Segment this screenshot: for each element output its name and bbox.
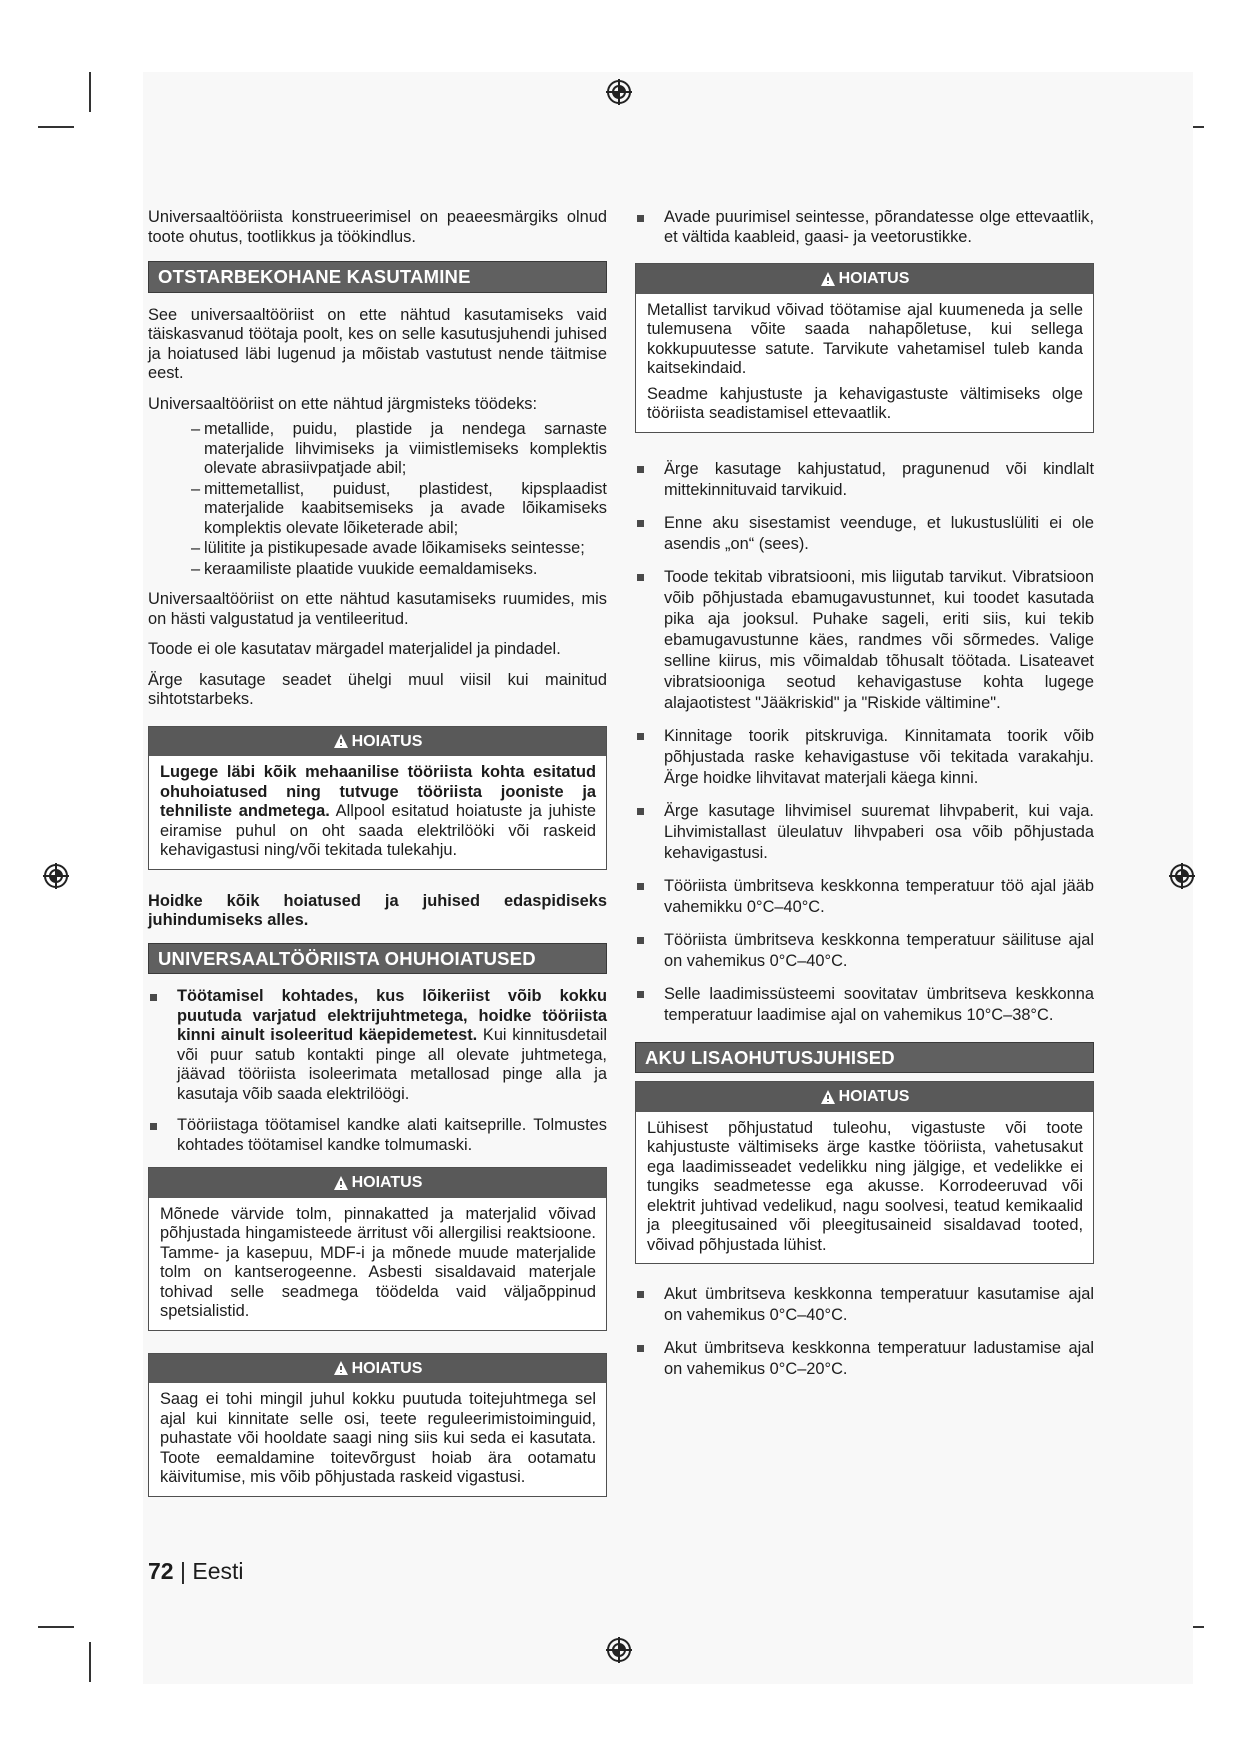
- bullet-text: Tööriista ümbritseva keskkonna temperatuur säilituse ajal on vahemikus 0°C–40°C.: [664, 930, 1094, 970]
- drilling-bullet: [635, 208, 1094, 247]
- warning-body: [149, 1198, 606, 1330]
- warning-title: HOIATUS: [351, 1174, 423, 1191]
- battery-bullets: [635, 1284, 1094, 1380]
- warning-triangle-icon: [333, 733, 349, 749]
- paragraph: Universaaltööriist on ette nähtud kasutamiseks ruumides, mis on hästi valgustatud ja ventileeritud.: [148, 590, 607, 628]
- list-item: [635, 930, 1094, 972]
- list-item: [148, 1116, 607, 1155]
- bullet-text: Ärge kasutage kahjustatud, pragunenud või kindlalt mittekinnituvaid tarvikuid.: [664, 459, 1094, 499]
- bullet-bold-text: Töötamisel kohtades, kus lõikeriist võib kokku puutuda varjatud elektrijuhtmetega, hoidke tööriista kinni ainult isoleeritud käepidemetest.: [177, 987, 607, 1044]
- warning-header: [636, 264, 1093, 294]
- warning-title: HOIATUS: [351, 1359, 423, 1377]
- warning-header: [149, 1354, 606, 1384]
- list-item: [635, 208, 1094, 247]
- list-item: – lülitite ja pistikupesade avade lõikamiseks seintesse;: [191, 539, 607, 559]
- warning-body: [636, 1112, 1093, 1264]
- list-item: – keraamiliste plaatide vuukide eemaldamiseks.: [191, 560, 607, 580]
- list-item: [635, 567, 1094, 714]
- warning-title: HOIATUS: [351, 732, 423, 750]
- warning-box: [635, 1081, 1094, 1264]
- keep-instructions-note: Hoidke kõik hoiatused ja juhised edaspidiseks juhindumiseks alles.: [148, 891, 607, 929]
- bullet-square-icon: [637, 991, 644, 998]
- registration-mark-icon: [41, 861, 71, 891]
- bullet-square-icon: [637, 937, 644, 944]
- paragraph: Toode ei ole kasutatav märgadel materjalidel ja pindadel.: [148, 640, 561, 658]
- bullet-square-icon: [637, 215, 644, 222]
- intended-uses-list: [148, 420, 607, 579]
- bullet-text: Toode tekitab vibratsiooni, mis liigutab tarvikut. Vibratsioon võib põhjustada ebamugavustunnet, kui toodet kasutada pika aja jooksul. Puhake sageli, eriti siis, kui tekib ebamugavustunne käes, randmes või sõrmedes. Valige selline kiirus, mis võimaldab tõhusalt töötada. Lisateavet vibratsiooniga seotud kehavigastuse kohta lugege alajaotistest "Jääkriskid" ja "Riskide vältimine".: [664, 567, 1094, 712]
- warning-box: [148, 1353, 607, 1497]
- paragraph: Metallist tarvikud võivad töötamise ajal kuumeneda ja selle tulemusena võite saada nahapõletuse, kui sellega kokkupuutesse satute. Tarvikute vahetamisel tuleb kanda kaitsekindaid.: [647, 300, 1083, 377]
- crop-mark: [89, 72, 91, 112]
- bullet-text: Selle laadimissüsteemi soovitatav ümbritseva keskkonna temperatuur laadimise ajal on vahemikus 10°C–38°C.: [664, 984, 1094, 1024]
- paragraph: Universaaltööriist on ette nähtud järgmisteks töödeks:: [148, 394, 538, 413]
- paragraph: Saag ei tohi mingil juhul kokku puutuda toitejuhtmega sel ajal kui kinnitate selle osi, teete reguleerimistoiminguid, puhastate või hooldate saagi ning siis kui seda ei kasutata. Toote eemaldamine toitevõrgust hoiab ära ootamatu käivitumise, mis võib põhjustada raskeid vigastusi.: [160, 1390, 596, 1486]
- list-item: – metallide, puidu, plastide ja nendega sarnaste materjalide lihvimiseks ja viimistlemiseks komplektis olevate abrasiivpatjade abil;: [191, 420, 607, 479]
- bullet-square-icon: [637, 733, 644, 740]
- bullet-square-icon: [637, 1345, 644, 1352]
- list-item: [635, 513, 1094, 555]
- list-item: [635, 1338, 1094, 1380]
- warning-header: [636, 1082, 1093, 1112]
- list-item: [635, 1284, 1094, 1326]
- warning-body: [149, 1383, 606, 1496]
- list-item: [635, 801, 1094, 864]
- warning-title: HOIATUS: [838, 270, 910, 287]
- left-column: [148, 208, 607, 1519]
- footer-separator: |: [179, 1558, 186, 1584]
- warning-bold-text: Lugege läbi kõik mehaanilise tööriista kohta esitatud ohuhoiatused ning tutvuge tööriista jooniste ja tehniliste andmetega.: [160, 763, 596, 820]
- paragraph: See universaaltööriist on ette nähtud kasutamiseks vaid täiskasvanud töötaja poolt, kes on selle kasutusjuhendi juhised ja hoiatused läbi lugenud ja mõistab vastutust nende täitmise eest.: [148, 305, 607, 382]
- warning-triangle-icon: [820, 1089, 836, 1105]
- bullet-square-icon: [637, 808, 644, 815]
- warning-body: [636, 294, 1093, 432]
- bullet-text: Kinnitage toorik pitskruviga. Kinnitamata toorik võib põhjustada raske kehavigastuse või tekitada varakahju. Ärge hoidke lihvitavat materjali käega kinni.: [664, 726, 1094, 787]
- list-item: [635, 984, 1094, 1026]
- paragraph: Lühisest põhjustatud tuleohu, vigastuste või toote kahjustuste vältimiseks ärge kastke tööriista, vahetusakut ega laadimisseadet vedelikku ning jälgige, et vedelikke ei tungiks seadmetesse ega akusse. Korrodeeruvad või elektrit juhtivad vedelikud, nagu soolvesi, teatud kemikaalid ja pleegitusained või pleegitusaineid sisaldavad tooted, võivad põhjustada lühist.: [647, 1118, 1083, 1254]
- footer-language: Eesti: [192, 1558, 244, 1584]
- warning-box: [148, 726, 607, 870]
- page-number: 72: [148, 1558, 174, 1584]
- warning-header: [149, 727, 606, 757]
- bullet-square-icon: [637, 520, 644, 527]
- accessory-bullets: [635, 459, 1094, 1026]
- bullet-text: Enne aku sisestamist veenduge, et lukustuslüliti ei ole asendis „on“ (sees).: [664, 513, 1094, 553]
- list-item: [635, 459, 1094, 501]
- bullet-text: Akut ümbritseva keskkonna temperatuur ladustamise ajal on vahemikus 0°C–20°C.: [664, 1339, 1094, 1378]
- bullet-square-icon: [637, 574, 644, 581]
- list-item: [635, 876, 1094, 918]
- bullet-text: Akut ümbritseva keskkonna temperatuur kasutamise ajal on vahemikus 0°C–40°C.: [664, 1285, 1094, 1324]
- section-heading-safety-warnings: UNIVERSAALTÖÖRIISTA OHUHOIATUSED: [148, 943, 607, 975]
- registration-mark-icon: [604, 77, 634, 107]
- bullet-text: Tööriista ümbritseva keskkonna temperatuur töö ajal jääb vahemikku 0°C–40°C.: [664, 876, 1094, 916]
- bullet-text: Ärge kasutage lihvimisel suuremat lihvpaberit, kui vaja. Lihvimistallast üleulatuv lihvpaberi osa võib põhjustada kehavigastusi.: [664, 801, 1094, 862]
- list-item: – mittemetallist, puidust, plastidest, kipsplaadist materjalide kaabitsemiseks ja avade lõikamiseks komplektis olevate lõiketerade abil;: [191, 480, 607, 539]
- paragraph: Mõnede värvide tolm, pinnakatted ja materjalid võivad põhjustada hingamisteede ärritust või allergilisi reaktsioone. Tamme- ja kasepuu, MDF-i ja mõnede muude materjalide tolm on kantserogeenne. Asbesti sisaldavaid materjale tohivad selle seadmega töödelda vaid väljaõppinud spetsialistid.: [160, 1204, 596, 1320]
- warning-triangle-icon: [333, 1175, 349, 1191]
- warning-triangle-icon: [333, 1360, 349, 1376]
- intro-paragraph: Universaaltööriista konstrueerimisel on peaeesmärgiks olnud toote ohutus, tootlikkus ja töökindlus.: [148, 208, 607, 246]
- paragraph: [160, 763, 596, 861]
- bullet-square-icon: [150, 1123, 157, 1130]
- warning-box: [148, 1167, 607, 1331]
- warning-header: [149, 1168, 606, 1198]
- warning-triangle-icon: [820, 271, 836, 287]
- bullet-square-icon: [637, 1291, 644, 1298]
- section-heading-intended-use: OTSTARBEKOHANE KASUTAMINE: [148, 261, 607, 293]
- crop-mark: [89, 1642, 91, 1682]
- registration-mark-icon: [604, 1635, 634, 1665]
- registration-mark-icon: [1167, 861, 1197, 891]
- crop-mark: [38, 126, 74, 128]
- section-heading-battery-safety: AKU LISAOHUTUSJUHISED: [635, 1042, 1094, 1074]
- bullet-square-icon: [637, 466, 644, 473]
- list-item: [635, 726, 1094, 789]
- bullet-square-icon: [150, 994, 157, 1001]
- bullet-text: Avade puurimisel seintesse, põrandatesse olge ettevaatlik, et vältida kaableid, gaasi- ja veetorustikke.: [664, 208, 1094, 246]
- safety-bullets: [148, 987, 607, 1155]
- paragraph: Seadme kahjustuste ja kehavigastuste vältimiseks olge tööriista seadistamisel ettevaatlik.: [647, 384, 1083, 422]
- bullet-square-icon: [637, 883, 644, 890]
- list-item: [148, 987, 607, 1104]
- bullet-text: Tööriistaga töötamisel kandke alati kaitseprille. Tolmustes kohtades töötamisel kandke tolmumaski.: [177, 1116, 607, 1154]
- warning-text: Allpool esitatud hoiatuste ja juhiste eiramise puhul on oht saada elektrilööki või raskeid kehavigastusi ning/või tekitada tulekahju.: [160, 802, 597, 859]
- page-footer: [148, 1558, 244, 1585]
- warning-body: [149, 756, 606, 869]
- crop-mark: [38, 1626, 74, 1628]
- paragraph: Ärge kasutage seadet ühelgi muul viisil kui mainitud sihtotstarbeks.: [148, 670, 607, 708]
- right-column: [635, 208, 1094, 1392]
- warning-box: [635, 263, 1094, 433]
- warning-title: HOIATUS: [838, 1088, 910, 1105]
- bullet-text: Kui kinnitusdetail või puur satub kontakti pinge all olevate juhtmetega, jäävad tööriista isoleerimata metallosad pinge alla ja kasutaja võib saada elektrilöögi.: [177, 1026, 607, 1103]
